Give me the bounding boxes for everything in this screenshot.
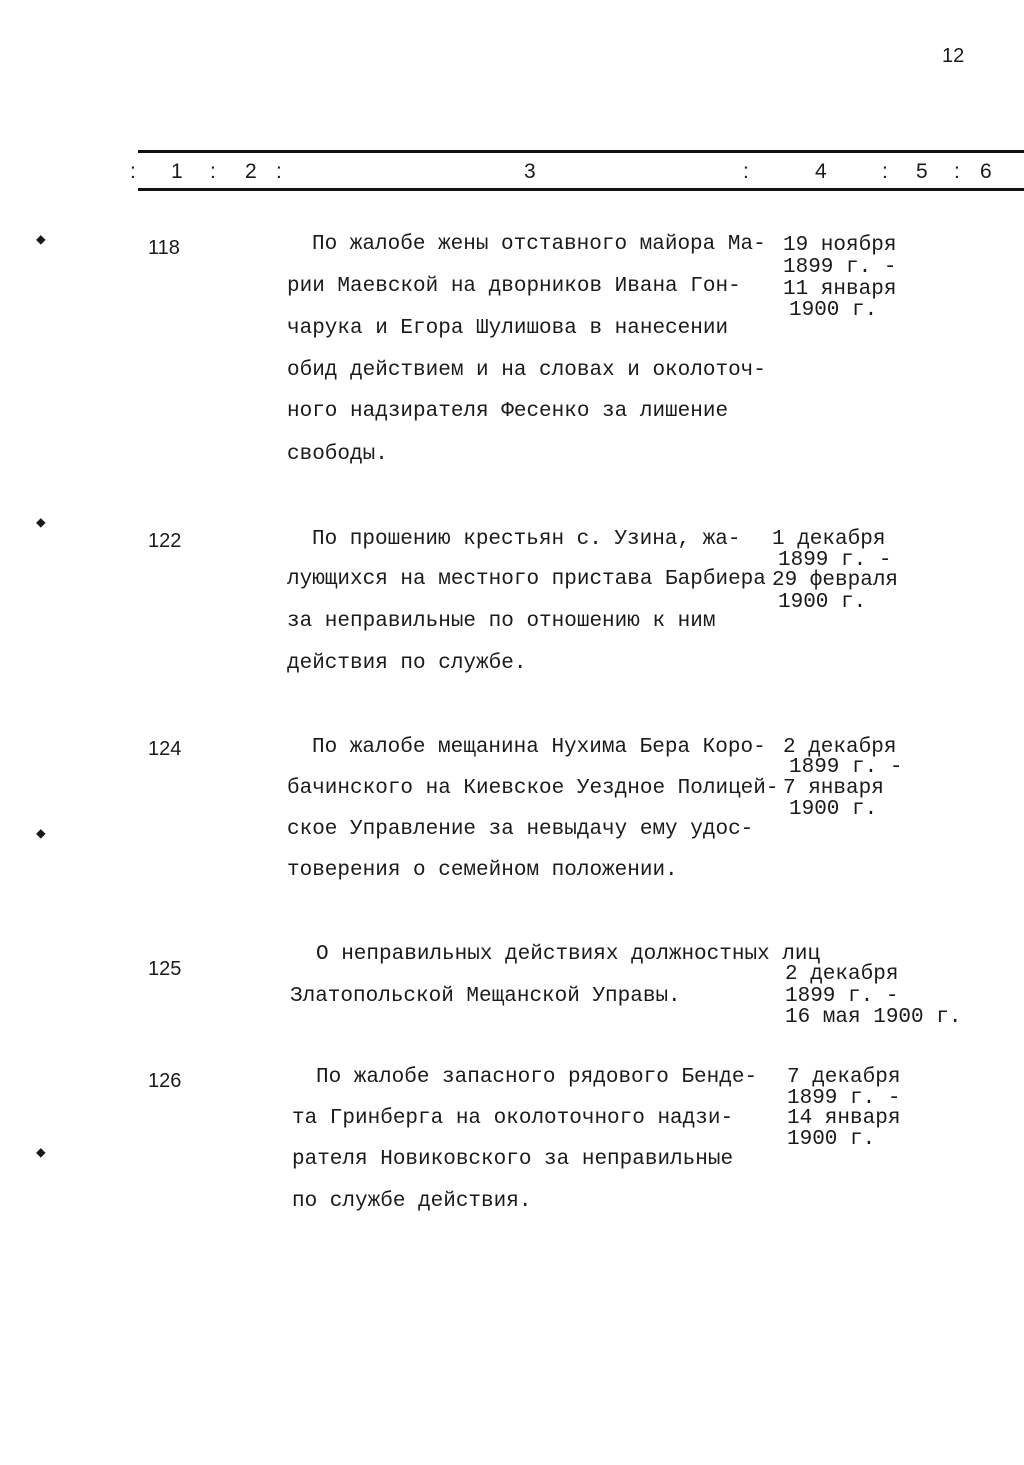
- entry-description-line: та Гринберга на околоточного надзи-: [292, 1107, 734, 1130]
- entry-description-line: обид действием и на словах и околоточ-: [287, 359, 766, 382]
- entry-number: 125: [148, 958, 182, 980]
- entry-number: 118: [148, 237, 180, 259]
- header-top-rule: [138, 150, 1024, 153]
- entry-description-line: товерения о семейном положении.: [287, 859, 678, 882]
- entry-description-line: Златопольской Мещанской Управы.: [290, 985, 681, 1008]
- col-separator: :: [954, 160, 960, 183]
- entry-date-line: 14 января: [787, 1107, 901, 1130]
- entry-date-line: 1 декабря: [772, 528, 886, 551]
- col-3-header: 3: [524, 160, 536, 183]
- col-1-header: 1: [171, 160, 183, 183]
- entry-description-line: По жалобе жены отставного майора Ма-: [312, 233, 766, 256]
- punch-hole-mark-icon: ◆: [36, 514, 46, 532]
- col-separator: :: [210, 160, 216, 183]
- entry-number: 122: [148, 530, 182, 552]
- entry-description-line: бачинского на Киевское Уездное Полицей-: [287, 777, 779, 800]
- entry-description-line: за неправильные по отношению к ним: [287, 610, 716, 633]
- entry-date-line: 1900 г.: [787, 1128, 876, 1151]
- col-separator: :: [743, 160, 749, 183]
- entry-date-line: 1900 г.: [789, 798, 878, 821]
- page-number: 12: [942, 45, 965, 67]
- entry-description-line: ного надзирателя Фесенко за лишение: [287, 400, 729, 423]
- entry-description-line: ское Управление за невыдачу ему удос-: [287, 818, 754, 841]
- entry-date-line: 29 февраля: [772, 569, 899, 592]
- entry-date-line: 1899 г. -: [789, 756, 903, 779]
- col-2-header: 2: [245, 160, 257, 183]
- entry-date-line: 7 января: [783, 777, 884, 800]
- entry-date-line: 2 декабря: [783, 736, 897, 759]
- entry-date-line: 1899 г. -: [783, 256, 897, 279]
- header-bottom-rule: [138, 188, 1024, 191]
- entry-number: 126: [148, 1070, 182, 1092]
- entry-date-line: 2 декабря: [785, 963, 899, 986]
- entry-date-line: 1900 г.: [789, 299, 878, 322]
- col-5-header: 5: [916, 160, 928, 183]
- entry-description-line: О неправильных действиях должностных лиц: [316, 943, 821, 966]
- entry-description-line: чарука и Егора Шулишова в нанесении: [287, 317, 729, 340]
- col-separator: :: [130, 160, 136, 183]
- entry-date-line: 16 мая 1900 г.: [785, 1006, 962, 1029]
- col-separator: :: [276, 160, 282, 183]
- col-4-header: 4: [815, 160, 827, 183]
- entry-date-line: 1899 г. -: [785, 985, 899, 1008]
- entry-description-line: По жалобе запасного рядового Бенде-: [316, 1066, 758, 1089]
- entry-date-line: 1900 г.: [778, 591, 867, 614]
- entry-description-line: рии Маевской на дворников Ивана Гон-: [287, 275, 741, 298]
- entry-description-line: лующихся на местного пристава Барбиера: [287, 568, 766, 591]
- entry-date-line: 19 ноября: [783, 234, 897, 257]
- punch-hole-mark-icon: ◆: [36, 825, 46, 843]
- entry-date-line: 1899 г. -: [778, 549, 892, 572]
- col-separator: :: [882, 160, 888, 183]
- entry-number: 124: [148, 738, 182, 760]
- entry-description-line: свободы.: [287, 443, 388, 466]
- entry-description-line: По жалобе мещанина Нухима Бера Коро-: [312, 736, 766, 759]
- entry-date-line: 7 декабря: [787, 1066, 901, 1089]
- entry-description-line: действия по службе.: [287, 652, 527, 675]
- entry-description-line: по службе действия.: [292, 1190, 532, 1213]
- punch-hole-mark-icon: ◆: [36, 231, 46, 249]
- col-6-header: 6: [980, 160, 992, 183]
- entry-description-line: По прошению крестьян с. Узина, жа-: [312, 528, 741, 551]
- entry-date-line: 11 января: [783, 278, 897, 301]
- entry-description-line: рателя Новиковского за неправильные: [292, 1148, 734, 1171]
- entry-date-line: 1899 г. -: [787, 1087, 901, 1110]
- punch-hole-mark-icon: ◆: [36, 1144, 46, 1162]
